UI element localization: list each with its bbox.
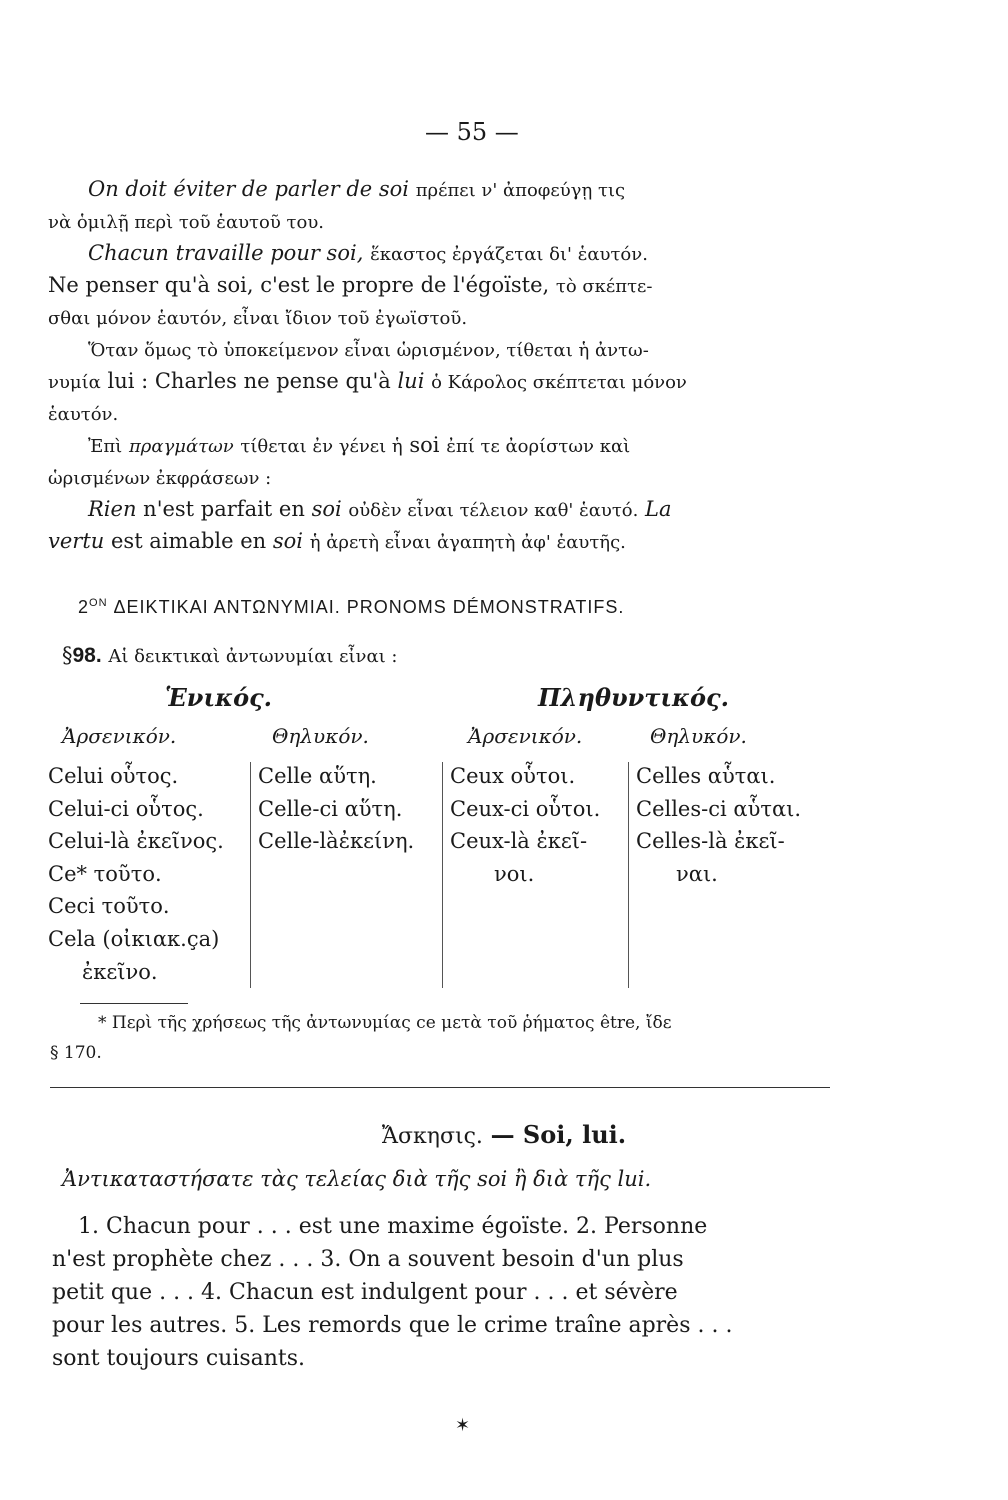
masculine-header: Ἀρσενικόν.	[62, 724, 177, 748]
intro-line	[48, 174, 828, 206]
table-cell: Celui-là ἐκεῖνος.	[48, 829, 224, 854]
greek-text: ὡρισμένων ἐκφράσεων :	[48, 468, 272, 489]
feminine-header: Θηλυκόν.	[272, 724, 369, 748]
table-cell: Celui-ci οὗτος.	[48, 796, 204, 821]
table-cell: Ceux οὗτοι.	[450, 764, 576, 788]
intro-line	[48, 430, 828, 462]
french-text: n'est parfait en	[143, 497, 305, 521]
greek-text: Ὅταν ὅμως τὸ ὑποκείμενον εἶναι ὡρισμένον, τίθεται ἡ ἀντω-	[88, 340, 649, 361]
footnote-line: § 170.	[50, 1043, 102, 1063]
greek-text: ἕκαστος ἐργάζεται δι' ἑαυτόν.	[370, 244, 648, 265]
table-cell: Celle αὕτη.	[258, 764, 377, 788]
intro-line	[48, 398, 828, 430]
exercise-text	[52, 1210, 828, 1375]
plural-header: Πληθυντικός.	[538, 683, 729, 712]
intro-line	[48, 526, 828, 558]
french-text: lui	[397, 369, 425, 393]
exercise-title	[0, 1120, 1008, 1149]
exercise-line: 1. Chacun pour . . . est une maxime égoïste. 2. Personne	[78, 1214, 708, 1239]
exercise-line: pour les autres. 5. Les remords que le crime traîne après . . .	[52, 1313, 733, 1338]
greek-text: τὸ σκέπτε-	[555, 276, 653, 297]
french-text: Rien	[88, 497, 137, 521]
table-cell: ναι.	[676, 861, 718, 886]
table-cell: Ceux-ci οὗτοι.	[450, 796, 601, 821]
table-cell: Celles-ci αὗται.	[636, 796, 802, 821]
greek-text: ἑαυτόν.	[48, 404, 119, 425]
french-text: soi	[272, 529, 304, 553]
masculine-header: Ἀρσενικόν.	[468, 724, 583, 748]
french-text: soi	[311, 497, 342, 521]
section-rule	[50, 1087, 830, 1088]
french-text: lui : Charles ne pense qu'à	[107, 369, 391, 393]
intro-text	[48, 174, 828, 558]
greek-text: πραγμάτων	[128, 436, 234, 457]
french-text: Ne penser qu'à soi, c'est le propre de l'égoïste,	[48, 273, 550, 297]
exercise-line: sont toujours cuisants.	[52, 1346, 306, 1371]
section-sign: §	[62, 643, 73, 667]
section-heading-number: 2	[78, 597, 90, 617]
table-divider	[628, 762, 629, 988]
exercise-line: n'est prophète chez . . . 3. On a souvent besoin d'un plus	[52, 1247, 684, 1272]
intro-line	[48, 366, 828, 398]
table-cell: Celles-là ἐκεῖ-	[636, 829, 785, 854]
exercise-title-french: — Soi, lui.	[490, 1120, 627, 1149]
intro-line	[48, 302, 828, 334]
feminine-header: Θηλυκόν.	[650, 724, 747, 748]
french-text: vertu	[48, 529, 105, 553]
table-cell: Celui οὗτος.	[48, 764, 179, 788]
french-text: soi	[409, 433, 440, 457]
table-cell: Ceux-là ἐκεῖ-	[450, 829, 588, 854]
table-cell: Ceci τοῦτο.	[48, 894, 170, 919]
greek-text: τίθεται ἐν γένει ἡ	[240, 436, 403, 457]
intro-line	[48, 270, 828, 302]
greek-text: Ἐπὶ	[88, 436, 123, 457]
french-text: On doit éviter de parler de soi	[88, 177, 410, 201]
table-column	[636, 760, 801, 890]
table-divider	[442, 762, 443, 988]
table-divider	[250, 762, 251, 988]
table-cell: Celles αὗται.	[636, 764, 776, 788]
greek-text: νυμία	[48, 372, 101, 393]
paragraph-number: 98.	[72, 644, 102, 667]
table-cell: Cela (οἰκιακ.ça)	[48, 926, 220, 951]
table-cell: Ce* τοῦτο.	[48, 861, 162, 886]
table-cell: ἐκεῖνο.	[82, 959, 158, 984]
table-cell: Celle-làἐκείνη.	[258, 829, 415, 854]
greek-text: πρέπει ν' ἀποφεύγῃ τις	[415, 180, 626, 201]
greek-text: σθαι μόνον ἑαυτόν, εἶναι ἴδιον τοῦ ἐγωϊστοῦ.	[48, 308, 468, 329]
intro-line	[48, 334, 828, 366]
french-text: est aimable en	[110, 529, 267, 553]
page-number: — 55 —	[425, 118, 519, 146]
section-heading-text: ΔΕΙΚΤΙΚΑΙ ΑΝΤΩΝΥΜΙΑΙ. PRONOMS DÉMONSTRATIFS.	[113, 597, 625, 617]
table-column	[258, 760, 414, 858]
exercise-line: petit que . . . 4. Chacun est indulgent pour . . . et sévère	[52, 1280, 678, 1305]
greek-text: οὐδὲν εἶναι τέλειον καθ' ἑαυτό.	[348, 500, 639, 521]
singular-header: Ἑνικός.	[165, 683, 273, 712]
end-ornament: ✶	[455, 1415, 471, 1436]
exercise-instruction: Ἀντικαταστήσατε τὰς τελείας διὰ τῆς soi ἢ διὰ τῆς lui.	[62, 1167, 652, 1191]
intro-line	[48, 206, 828, 238]
paragraph-text: Αἱ δεικτικαὶ ἀντωνυμίαι εἶναι :	[108, 646, 398, 667]
section-heading-sup: ON	[89, 597, 108, 609]
intro-line	[48, 238, 828, 270]
section-heading	[78, 597, 624, 618]
greek-text: ἡ ἀρετὴ εἶναι ἀγαπητὴ ἀφ' ἑαυτῆς.	[309, 532, 626, 553]
french-text: Chacun travaille pour soi,	[88, 241, 364, 265]
table-cell: νοι.	[494, 861, 535, 886]
footnote-line: * Περὶ τῆς χρήσεως τῆς ἀντωνυμίας ce μετὰ τοῦ ῥήματος être, ἴδε	[98, 1013, 672, 1033]
french-text: La	[645, 497, 672, 521]
intro-line	[48, 494, 828, 526]
table-column	[48, 760, 224, 988]
greek-text: ὁ Κάρολος σκέπτεται μόνον	[431, 372, 687, 393]
greek-text: νὰ ὁμιλῇ περὶ τοῦ ἑαυτοῦ του.	[48, 212, 324, 233]
exercise-title-greek: Ἄσκησις.	[381, 1124, 483, 1149]
table-column	[450, 760, 600, 890]
intro-line	[48, 462, 828, 494]
paragraph-98	[62, 643, 397, 668]
footnote-rule	[80, 1003, 188, 1004]
table-cell: Celle-ci αὕτη.	[258, 796, 403, 821]
greek-text: ἐπί τε ἀορίστων καὶ	[446, 436, 631, 457]
